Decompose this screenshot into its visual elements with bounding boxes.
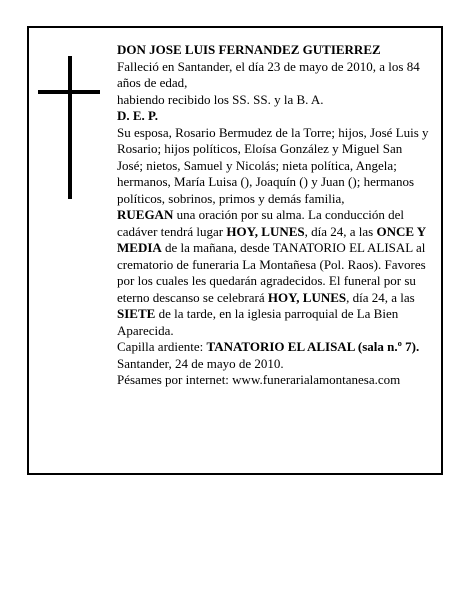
chapel-place: TANATORIO EL ALISAL (sala n.º 7). xyxy=(206,339,420,354)
obituary-notice xyxy=(27,26,443,475)
sacraments-line: habiendo recibido los SS. SS. y la B. A. xyxy=(117,91,324,107)
chapel-line: Capilla ardiente: TANATORIO EL ALISAL (sala n.º 7). xyxy=(117,339,420,354)
death-line: Falleció en Santander, el día 23 de mayo de 2010, a los 84 años de edad, xyxy=(117,58,420,90)
place-date: Santander, 24 de mayo de 2010. xyxy=(117,355,284,371)
dep-line: D. E. P. xyxy=(117,108,159,123)
siete: SIETE xyxy=(117,306,156,321)
condolences-line: Pésames por internet: www.funerarialamontanesa.com xyxy=(117,372,401,387)
family-paragraph: Su esposa, Rosario Bermudez de la Torre; hijos, José Luis y Rosario; hijos políticos, Eloísa González y Miguel San José; nietos, Samuel y Nicolás; nieta política, Angela; hermanos, María Luisa (), Joaquín () y Juan (); hermanos políticos, sobrinos, primos y demás familia, xyxy=(117,124,429,206)
once-y-media: ONCE Y MEDIA xyxy=(117,223,426,255)
cross-icon xyxy=(38,56,100,199)
deceased-name: DON JOSE LUIS FERNANDEZ GUTIERREZ xyxy=(117,42,381,57)
ruegan-word: RUEGAN xyxy=(117,207,174,222)
hoy-lunes-2: HOY, LUNES xyxy=(267,289,347,305)
hoy-lunes-1: HOY, LUNES xyxy=(226,223,305,239)
obituary-text xyxy=(117,42,429,389)
request-paragraph: RUEGAN una oración por su alma. La conducción del cadáver tendrá lugar HOY, LUNES, día 24, a las ONCE Y MEDIA de la mañana, desde TANATORIO EL ALISAL al crematorio de funeraria La Montañesa (Pol. Raos). Favores por los cuales les quedarán agradecidos. El funeral por su eterno descanso se celebrará HOY, LUNES, día 24, a las SIETE de la tarde, en la iglesia parroquial de La Bien Aparecida. xyxy=(117,207,426,338)
